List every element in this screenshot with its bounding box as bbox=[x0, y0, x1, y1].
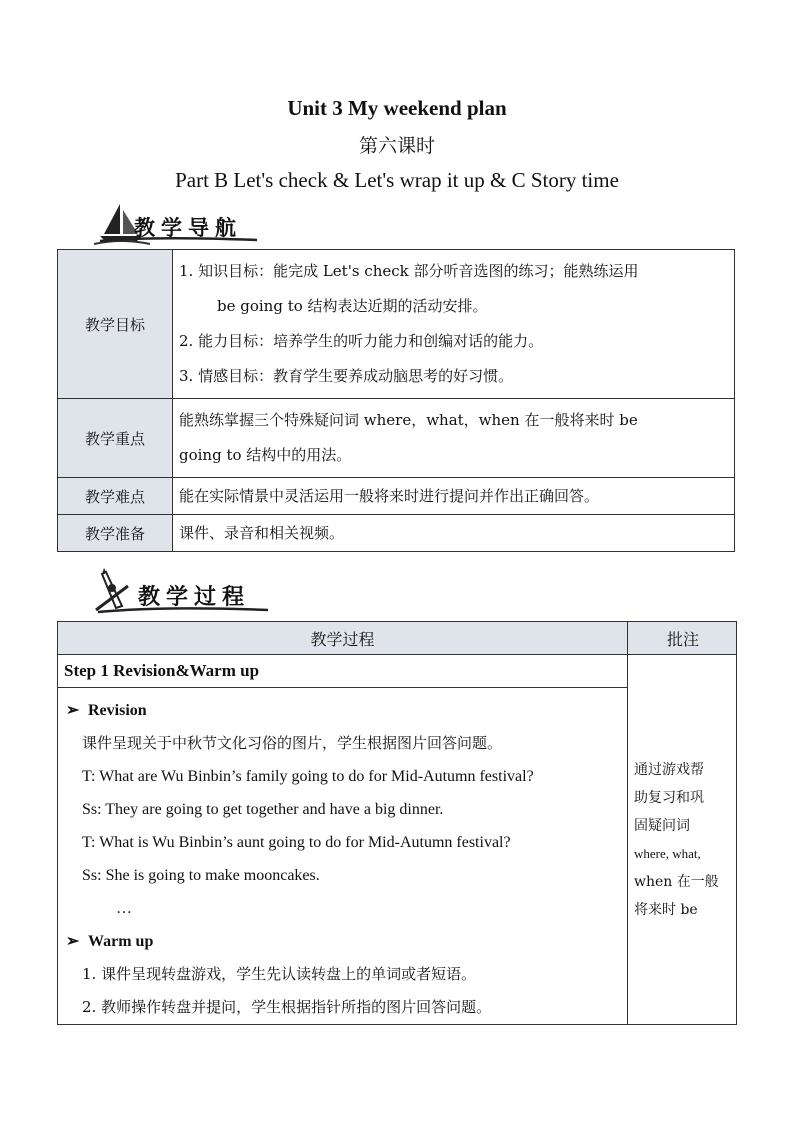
content-line: 2. 教师操作转盘并提问，学生根据指针所指的图片回答问题。 bbox=[82, 998, 492, 1016]
banner-label: 教学过程 bbox=[138, 585, 251, 610]
process-column-header: 教学过程 bbox=[58, 622, 628, 655]
content-line: 1. 课件呈现转盘游戏，学生先认读转盘上的单词或者短语。 bbox=[82, 965, 477, 983]
content-line: … bbox=[116, 900, 132, 917]
difficulty-heading: 教学难点 bbox=[58, 478, 173, 515]
preparation-cell: 课件、录音和相关视频。 bbox=[173, 515, 735, 552]
teaching-process-banner bbox=[92, 566, 272, 612]
banner-underline bbox=[92, 566, 272, 616]
teaching-navigation-banner bbox=[92, 200, 262, 246]
lesson-number: 第六课时 bbox=[358, 135, 435, 157]
notes-cell: 通过游戏帮 助复习和巩 固疑问词 where, what, when 在一般 将来时 be bbox=[628, 655, 737, 1025]
arrow-bullet-icon: ➢ bbox=[66, 933, 80, 950]
banner-underline bbox=[92, 200, 262, 246]
notes-column-header: 批注 bbox=[628, 622, 737, 655]
step-heading: Step 1 Revision&Warm up bbox=[58, 655, 628, 688]
teaching-goals-table bbox=[57, 249, 735, 552]
content-line: Ss: They are going to get together and have a big dinner. bbox=[82, 801, 444, 818]
content-line: 课件呈现关于中秋节文化习俗的图片，学生根据图片回答问题。 bbox=[82, 734, 503, 752]
banner-label: 教学导航 bbox=[134, 216, 242, 240]
objectives-cell bbox=[173, 250, 735, 399]
preparation-heading: 教学准备 bbox=[58, 515, 173, 552]
content-line: Ss: She is going to make mooncakes. bbox=[82, 867, 320, 884]
section-heading: ➢ Warm up bbox=[66, 925, 627, 958]
lesson-subtitle: Part B Let's check & Let's wrap it up & C Story time bbox=[175, 168, 619, 192]
section-heading: ➢ Revision bbox=[66, 694, 627, 727]
key-points-cell bbox=[173, 399, 735, 478]
process-content-cell bbox=[58, 688, 628, 1025]
key-point-line: 能熟练掌握三个特殊疑问词 where，what，when 在一般将来时 be bbox=[179, 411, 638, 429]
teaching-process-table bbox=[57, 621, 737, 1025]
objective-line: be going to 结构表达近期的活动安排。 bbox=[217, 297, 488, 315]
objective-line: 3. 情感目标：教育学生要养成动脑思考的好习惯。 bbox=[179, 367, 514, 385]
content-line: T: What is Wu Binbin’s aunt going to do for Mid-Autumn festival? bbox=[82, 834, 511, 851]
difficulty-cell: 能在实际情景中灵活运用一般将来时进行提问并作出正确回答。 bbox=[173, 478, 735, 515]
arrow-bullet-icon: ➢ bbox=[66, 702, 80, 719]
key-points-heading: 教学重点 bbox=[58, 399, 173, 478]
key-point-line: going to 结构中的用法。 bbox=[179, 446, 352, 464]
objective-line: 1. 知识目标：能完成 Let's check 部分听音选图的练习；能熟练运用 bbox=[179, 262, 639, 280]
page-title: Unit 3 My weekend plan bbox=[287, 96, 507, 120]
objectives-heading: 教学目标 bbox=[58, 250, 173, 399]
content-line: T: What are Wu Binbin’s family going to do for Mid-Autumn festival? bbox=[82, 768, 534, 785]
objective-line: 2. 能力目标：培养学生的听力能力和创编对话的能力。 bbox=[179, 332, 544, 350]
